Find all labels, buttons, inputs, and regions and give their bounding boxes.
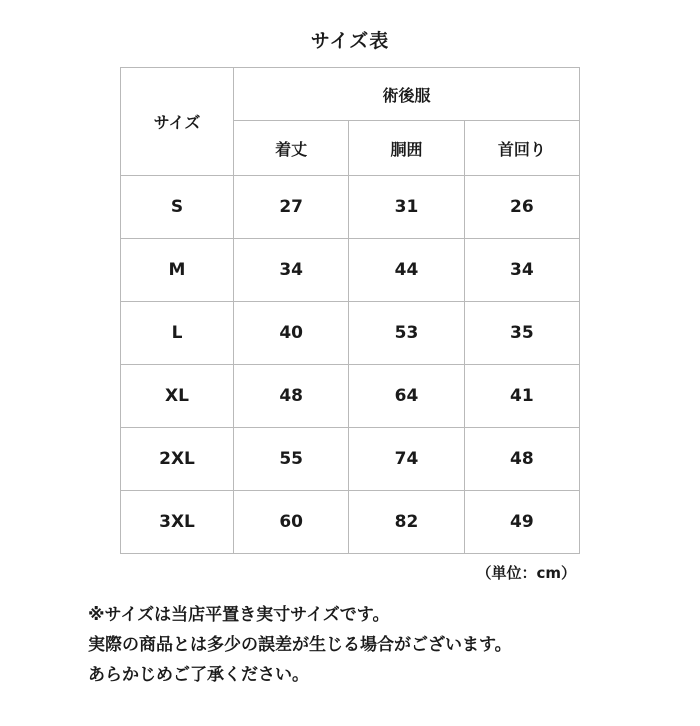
- cell-length: 48: [234, 365, 349, 428]
- cell-size: 2XL: [121, 428, 234, 491]
- table-body: [121, 176, 580, 554]
- table-row: [121, 365, 580, 428]
- cell-neck: 34: [464, 239, 579, 302]
- table-row: [121, 302, 580, 365]
- cell-length: 55: [234, 428, 349, 491]
- cell-chest: 53: [349, 302, 464, 365]
- cell-size: L: [121, 302, 234, 365]
- table-header: [121, 68, 580, 176]
- cell-length: 34: [234, 239, 349, 302]
- table-row: [121, 239, 580, 302]
- cell-length: 27: [234, 176, 349, 239]
- cell-chest: 44: [349, 239, 464, 302]
- unit-note: （単位：cm）: [476, 564, 576, 582]
- header-length: 着丈: [234, 121, 349, 176]
- size-table: [120, 67, 580, 554]
- note-line-3: あらかじめご了承ください。: [88, 664, 309, 685]
- table-row: [121, 428, 580, 491]
- cell-chest: 64: [349, 365, 464, 428]
- cell-neck: 35: [464, 302, 579, 365]
- size-chart-page: [0, 26, 700, 726]
- cell-length: 40: [234, 302, 349, 365]
- cell-size: S: [121, 176, 234, 239]
- table-header-row-group: [121, 68, 580, 121]
- cell-neck: 41: [464, 365, 579, 428]
- table-row: [121, 491, 580, 554]
- header-size: サイズ: [121, 68, 234, 176]
- cell-chest: 31: [349, 176, 464, 239]
- cell-neck: 48: [464, 428, 579, 491]
- header-group: 術後服: [234, 68, 580, 121]
- cell-neck: 26: [464, 176, 579, 239]
- cell-size: XL: [121, 365, 234, 428]
- note-line-2: 実際の商品とは多少の誤差が生じる場合がございます。: [88, 634, 512, 655]
- header-neck: 首回り: [464, 121, 579, 176]
- notes-block: [70, 601, 630, 690]
- table-row: [121, 176, 580, 239]
- cell-length: 60: [234, 491, 349, 554]
- page-title: サイズ表: [310, 30, 390, 52]
- cell-chest: 82: [349, 491, 464, 554]
- cell-size: 3XL: [121, 491, 234, 554]
- cell-chest: 74: [349, 428, 464, 491]
- note-line-1: ※サイズは当店平置き実寸サイズです。: [88, 605, 390, 625]
- cell-neck: 49: [464, 491, 579, 554]
- header-chest: 胴囲: [349, 121, 464, 176]
- size-table-wrapper: [120, 67, 580, 554]
- cell-size: M: [121, 239, 234, 302]
